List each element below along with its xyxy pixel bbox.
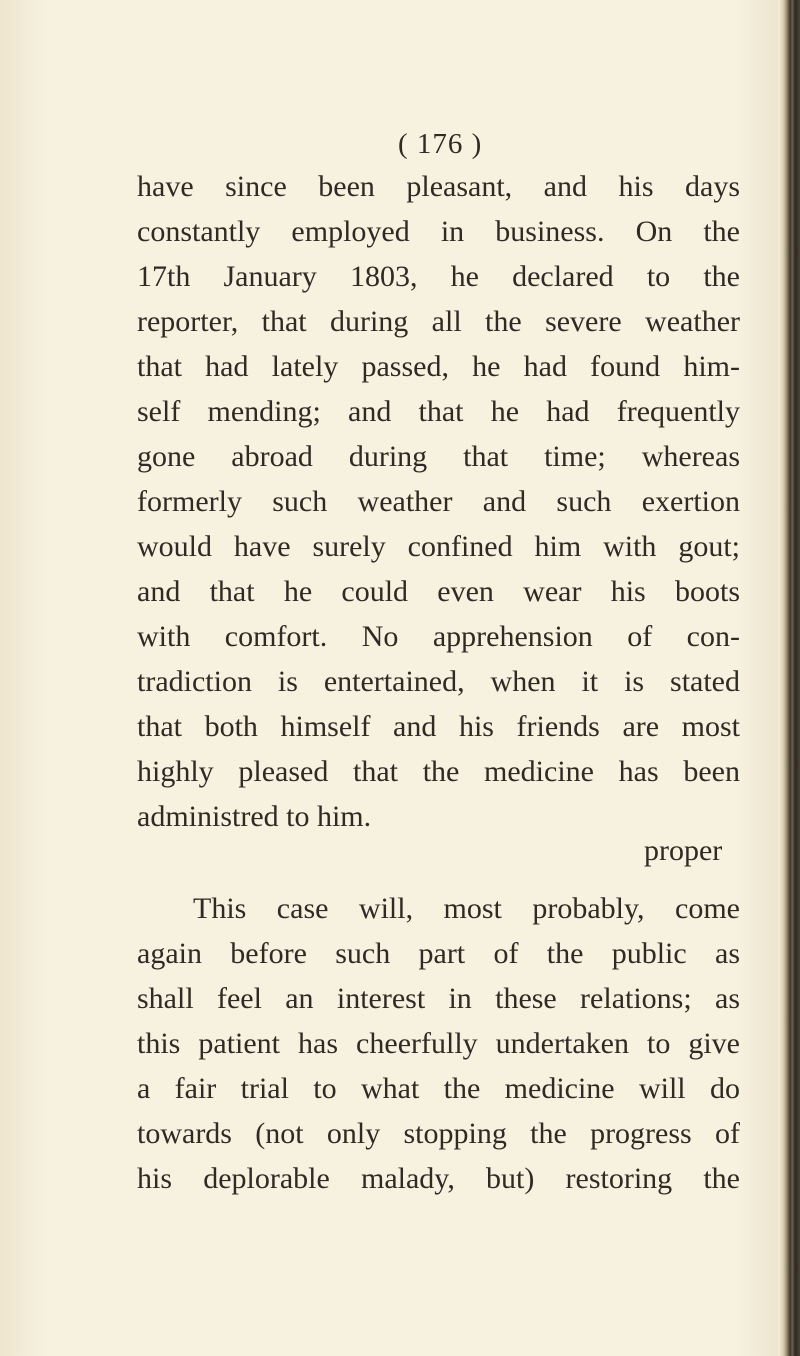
paragraph-2-line-6: towards (not only stopping the progress of — [137, 1117, 740, 1150]
paragraph-2-line-3: shall feel an interest in these relations; as — [137, 982, 740, 1015]
paragraph-1-line-11: with comfort. No apprehension of con- — [137, 620, 740, 653]
page-edge-shadow — [778, 0, 800, 1356]
paragraph-1-line-1: have since been pleasant, and his days — [137, 170, 740, 203]
paragraph-2-line-5: a fair trial to what the medicine will do — [137, 1072, 740, 1105]
paragraph-1-line-14: highly pleased that the medicine has been — [137, 755, 740, 788]
page-number: ( 176 ) — [398, 128, 483, 160]
paragraph-1-line-7: gone abroad during that time; whereas — [137, 440, 740, 473]
paragraph-2-line-4: this patient has cheerfully undertaken to give — [137, 1027, 740, 1060]
body-text — [137, 164, 740, 1201]
paragraph-1-line-13: that both himself and his friends are most — [137, 710, 740, 743]
paragraph-1-line-9: would have surely confined him with gout; — [137, 530, 740, 563]
paragraph-1-line-4: reporter, that during all the severe weather — [137, 305, 740, 338]
paragraph-2-line-2: again before such part of the public as — [137, 937, 740, 970]
catchword: proper — [644, 834, 723, 867]
paragraph-1-line-3: 17th January 1803, he declared to the — [137, 260, 740, 293]
paragraph-1-line-12: tradiction is entertained, when it is stated — [137, 665, 740, 698]
paragraph-1-line-6: self mending; and that he had frequently — [137, 395, 740, 428]
paragraph-2-line-1: This case will, most probably, come — [193, 892, 740, 925]
paragraph-1-line-8: formerly such weather and such exertion — [137, 485, 740, 518]
paragraph-1-line-2: constantly employed in business. On the — [137, 215, 740, 248]
paragraph-1-line-10: and that he could even wear his boots — [137, 575, 740, 608]
paragraph-1-line-5: that had lately passed, he had found him- — [137, 350, 740, 383]
paragraph-1-line-15: administred to him. — [137, 800, 372, 833]
paragraph-2-line-7: his deplorable malady, but) restoring the — [137, 1162, 740, 1195]
